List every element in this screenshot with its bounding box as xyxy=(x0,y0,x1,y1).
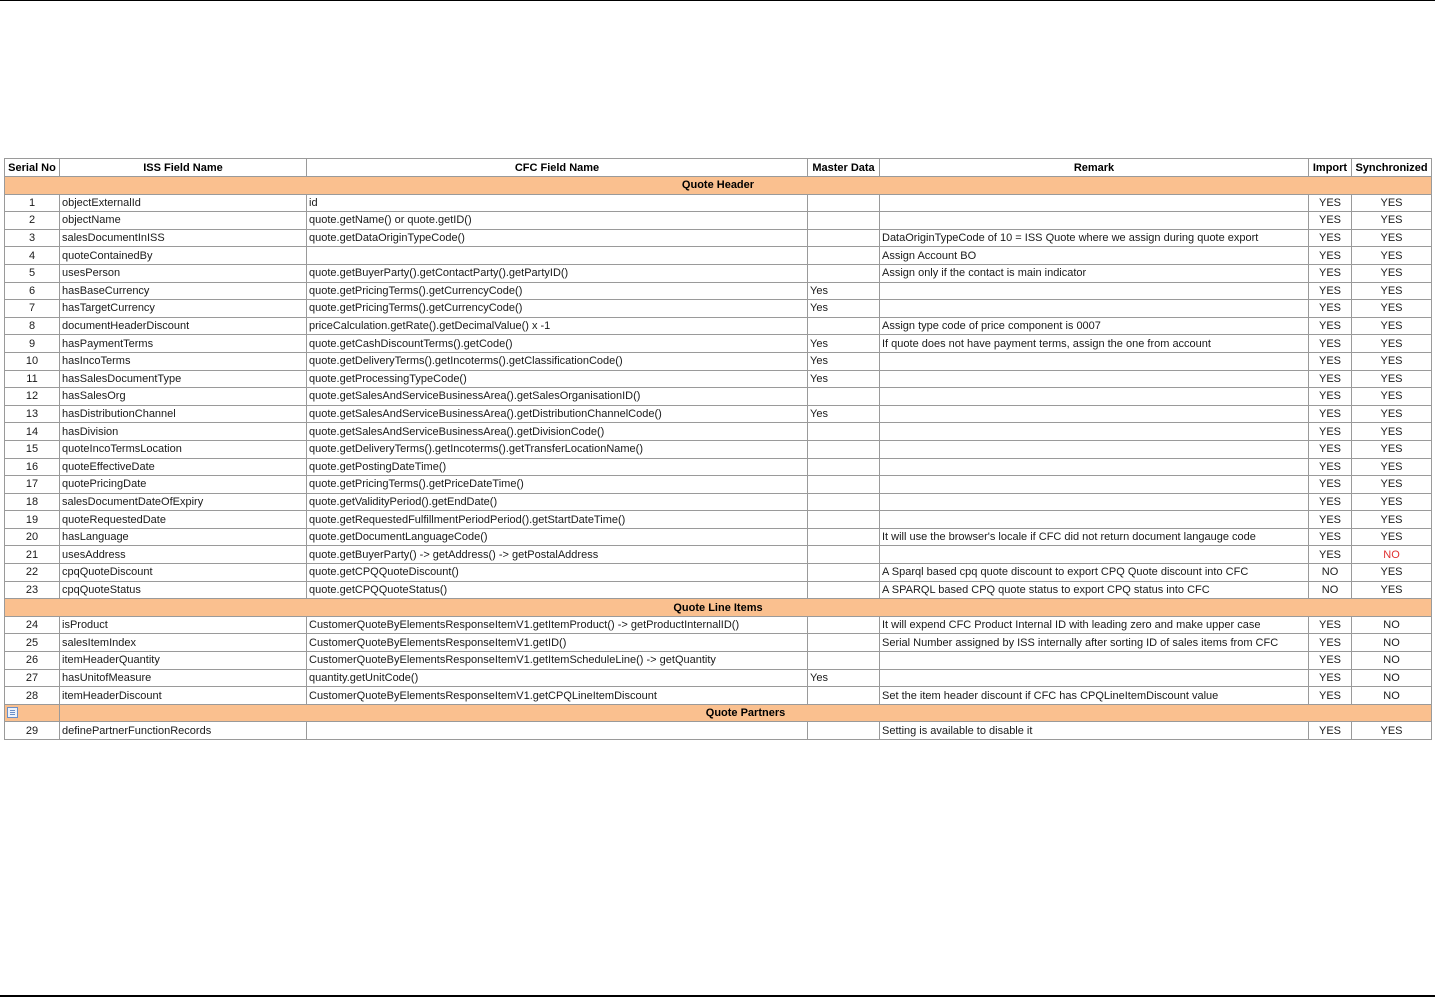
serial-cell[interactable]: 3 xyxy=(5,229,60,247)
synchronized-cell[interactable]: YES xyxy=(1352,352,1432,370)
synchronized-cell[interactable]: YES xyxy=(1352,581,1432,599)
serial-cell[interactable]: 19 xyxy=(5,511,60,529)
serial-cell[interactable]: 27 xyxy=(5,669,60,687)
table-row xyxy=(5,564,1432,582)
synchronized-cell[interactable]: YES xyxy=(1352,282,1432,300)
remark-cell[interactable] xyxy=(880,511,1309,529)
remark-cell[interactable]: Assign type code of price component is 0007 xyxy=(880,317,1309,335)
import-cell[interactable]: YES xyxy=(1309,317,1352,335)
serial-cell[interactable]: 7 xyxy=(5,300,60,318)
import-cell[interactable]: YES xyxy=(1309,247,1352,265)
serial-cell[interactable]: 25 xyxy=(5,634,60,652)
remark-cell[interactable]: A Sparql based cpq quote discount to export CPQ Quote discount into CFC xyxy=(880,564,1309,582)
remark-cell[interactable] xyxy=(880,300,1309,318)
master-data-cell[interactable]: Yes xyxy=(808,300,880,318)
cfc-field-cell[interactable]: CustomerQuoteByElementsResponseItemV1.getID() xyxy=(307,634,808,652)
serial-cell[interactable]: 20 xyxy=(5,528,60,546)
master-data-cell[interactable] xyxy=(808,634,880,652)
cfc-field-cell[interactable]: quote.getPricingTerms().getCurrencyCode() xyxy=(307,300,808,318)
serial-cell[interactable]: 29 xyxy=(5,722,60,740)
remark-cell[interactable]: Serial Number assigned by ISS internally after sorting ID of sales items from CFC xyxy=(880,634,1309,652)
iss-field-cell[interactable]: isProduct xyxy=(60,616,307,634)
import-cell[interactable]: YES xyxy=(1309,652,1352,670)
import-cell[interactable]: YES xyxy=(1309,687,1352,705)
iss-field-cell[interactable]: usesPerson xyxy=(60,264,307,282)
table-row xyxy=(5,264,1432,282)
section-title: Quote Partners xyxy=(60,704,1432,722)
iss-field-cell[interactable]: hasLanguage xyxy=(60,528,307,546)
cfc-field-cell[interactable]: quote.getBuyerParty() -> getAddress() -> getPostalAddress xyxy=(307,546,808,564)
synchronized-cell[interactable]: YES xyxy=(1352,493,1432,511)
serial-cell[interactable]: 21 xyxy=(5,546,60,564)
remark-cell[interactable]: Setting is available to disable it xyxy=(880,722,1309,740)
header-import: Import xyxy=(1309,159,1352,177)
remark-cell[interactable] xyxy=(880,546,1309,564)
serial-cell[interactable]: 4 xyxy=(5,247,60,265)
remark-cell[interactable] xyxy=(880,493,1309,511)
synchronized-cell[interactable]: YES xyxy=(1352,458,1432,476)
master-data-cell[interactable] xyxy=(808,388,880,406)
synchronized-cell[interactable]: YES xyxy=(1352,317,1432,335)
iss-field-cell[interactable]: quotePricingDate xyxy=(60,476,307,494)
synchronized-cell[interactable]: YES xyxy=(1352,528,1432,546)
iss-field-cell[interactable]: itemHeaderQuantity xyxy=(60,652,307,670)
iss-field-cell[interactable]: objectExternalId xyxy=(60,194,307,212)
master-data-cell[interactable] xyxy=(808,687,880,705)
serial-cell[interactable]: 24 xyxy=(5,616,60,634)
import-cell[interactable]: YES xyxy=(1309,194,1352,212)
cfc-field-cell[interactable]: quote.getDeliveryTerms().getIncoterms().getClassificationCode() xyxy=(307,352,808,370)
header-cfc-field[interactable]: CFC Field Name xyxy=(307,159,808,177)
table-row xyxy=(5,634,1432,652)
remark-cell[interactable]: Assign Account BO xyxy=(880,247,1309,265)
cfc-field-cell[interactable]: quote.getRequestedFulfillmentPeriodPeriod().getStartDateTime() xyxy=(307,511,808,529)
serial-cell[interactable]: 16 xyxy=(5,458,60,476)
table-row xyxy=(5,247,1432,265)
iss-field-cell[interactable]: documentHeaderDiscount xyxy=(60,317,307,335)
cfc-field-cell[interactable]: quote.getName() or quote.getID() xyxy=(307,212,808,230)
remark-cell[interactable] xyxy=(880,458,1309,476)
master-data-cell[interactable]: Yes xyxy=(808,335,880,353)
cfc-field-cell[interactable]: CustomerQuoteByElementsResponseItemV1.getItemProduct() -> getProductInternalID() xyxy=(307,616,808,634)
serial-cell[interactable]: 6 xyxy=(5,282,60,300)
synchronized-cell[interactable]: YES xyxy=(1352,212,1432,230)
synchronized-cell[interactable]: NO xyxy=(1352,616,1432,634)
import-cell[interactable]: NO xyxy=(1309,581,1352,599)
remark-cell[interactable] xyxy=(880,440,1309,458)
iss-field-cell[interactable]: hasDistributionChannel xyxy=(60,405,307,423)
cfc-field-cell[interactable] xyxy=(307,722,808,740)
cfc-field-cell[interactable]: priceCalculation.getRate().getDecimalValue() x -1 xyxy=(307,317,808,335)
table-row xyxy=(5,405,1432,423)
iss-field-cell[interactable]: hasIncoTerms xyxy=(60,352,307,370)
serial-cell[interactable]: 22 xyxy=(5,564,60,582)
synchronized-cell[interactable]: YES xyxy=(1352,405,1432,423)
iss-field-cell[interactable]: salesDocumentInISS xyxy=(60,229,307,247)
iss-field-cell[interactable]: quoteRequestedDate xyxy=(60,511,307,529)
master-data-cell[interactable] xyxy=(808,194,880,212)
master-data-cell[interactable] xyxy=(808,212,880,230)
import-cell[interactable]: YES xyxy=(1309,264,1352,282)
synchronized-cell[interactable]: NO xyxy=(1352,687,1432,705)
serial-cell[interactable]: 28 xyxy=(5,687,60,705)
table-row xyxy=(5,212,1432,230)
remark-cell[interactable] xyxy=(880,212,1309,230)
synchronized-cell[interactable]: YES xyxy=(1352,511,1432,529)
synchronized-cell[interactable]: NO xyxy=(1352,634,1432,652)
cfc-field-cell[interactable]: quote.getCPQQuoteStatus() xyxy=(307,581,808,599)
cfc-field-cell[interactable]: quantity.getUnitCode() xyxy=(307,669,808,687)
cfc-field-cell[interactable]: quote.getPostingDateTime() xyxy=(307,458,808,476)
iss-field-cell[interactable]: hasUnitofMeasure xyxy=(60,669,307,687)
master-data-cell[interactable] xyxy=(808,581,880,599)
synchronized-cell[interactable]: YES xyxy=(1352,722,1432,740)
remark-cell[interactable]: If quote does not have payment terms, assign the one from account xyxy=(880,335,1309,353)
remark-cell[interactable] xyxy=(880,388,1309,406)
remark-cell[interactable] xyxy=(880,405,1309,423)
master-data-cell[interactable] xyxy=(808,264,880,282)
cfc-field-cell[interactable]: quote.getSalesAndServiceBusinessArea().getDivisionCode() xyxy=(307,423,808,441)
master-data-cell[interactable]: Yes xyxy=(808,352,880,370)
field-mapping-table xyxy=(4,158,1432,740)
table-row xyxy=(5,652,1432,670)
section-icon-cell xyxy=(5,704,60,722)
table-row xyxy=(5,511,1432,529)
top-border xyxy=(0,0,1435,1)
import-cell[interactable]: YES xyxy=(1309,546,1352,564)
iss-field-cell[interactable]: salesItemIndex xyxy=(60,634,307,652)
synchronized-cell[interactable]: YES xyxy=(1352,300,1432,318)
iss-field-cell[interactable]: cpqQuoteStatus xyxy=(60,581,307,599)
header-serial: Serial No xyxy=(5,159,60,177)
serial-cell[interactable]: 8 xyxy=(5,317,60,335)
master-data-cell[interactable] xyxy=(808,317,880,335)
iss-field-cell[interactable]: definePartnerFunctionRecords xyxy=(60,722,307,740)
cfc-field-cell[interactable]: CustomerQuoteByElementsResponseItemV1.getCPQLineItemDiscount xyxy=(307,687,808,705)
header-iss-field: ISS Field Name xyxy=(60,159,307,177)
cfc-field-cell[interactable]: quote.getDataOriginTypeCode() xyxy=(307,229,808,247)
synchronized-cell[interactable]: YES xyxy=(1352,229,1432,247)
iss-field-cell[interactable]: hasSalesDocumentType xyxy=(60,370,307,388)
cfc-field-cell[interactable]: quote.getDocumentLanguageCode() xyxy=(307,528,808,546)
synchronized-cell[interactable]: NO xyxy=(1352,546,1432,564)
section-title: Quote Header xyxy=(5,177,1432,195)
synchronized-cell[interactable]: YES xyxy=(1352,440,1432,458)
cfc-field-cell[interactable] xyxy=(307,247,808,265)
section-quote-line-items xyxy=(5,599,1432,617)
import-cell[interactable]: YES xyxy=(1309,493,1352,511)
table-row xyxy=(5,300,1432,318)
remark-cell[interactable]: A SPARQL based CPQ quote status to export CPQ status into CFC xyxy=(880,581,1309,599)
cfc-field-cell[interactable]: quote.getProcessingTypeCode() xyxy=(307,370,808,388)
table-row xyxy=(5,194,1432,212)
serial-cell[interactable]: 14 xyxy=(5,423,60,441)
iss-field-cell[interactable]: itemHeaderDiscount xyxy=(60,687,307,705)
import-cell[interactable]: YES xyxy=(1309,476,1352,494)
cfc-field-cell[interactable]: quote.getCashDiscountTerms().getCode() xyxy=(307,335,808,353)
cfc-field-cell[interactable]: quote.getPricingTerms().getCurrencyCode() xyxy=(307,282,808,300)
remark-cell[interactable]: Assign only if the contact is main indicator xyxy=(880,264,1309,282)
import-cell[interactable]: YES xyxy=(1309,300,1352,318)
cfc-field-cell[interactable]: CustomerQuoteByElementsResponseItemV1.getItemScheduleLine() -> getQuantity xyxy=(307,652,808,670)
iss-field-cell[interactable]: quoteEffectiveDate xyxy=(60,458,307,476)
remark-cell[interactable] xyxy=(880,370,1309,388)
serial-cell[interactable]: 18 xyxy=(5,493,60,511)
import-cell[interactable]: YES xyxy=(1309,440,1352,458)
section-quote-partners xyxy=(5,704,1432,722)
serial-cell[interactable]: 13 xyxy=(5,405,60,423)
import-cell[interactable]: YES xyxy=(1309,511,1352,529)
table-row xyxy=(5,370,1432,388)
cfc-field-cell[interactable]: quote.getValidityPeriod().getEndDate() xyxy=(307,493,808,511)
cfc-field-cell[interactable]: id xyxy=(307,194,808,212)
import-cell[interactable]: YES xyxy=(1309,423,1352,441)
import-cell[interactable]: YES xyxy=(1309,722,1352,740)
import-cell[interactable]: YES xyxy=(1309,388,1352,406)
import-cell[interactable]: YES xyxy=(1309,405,1352,423)
table-row xyxy=(5,352,1432,370)
master-data-cell[interactable] xyxy=(808,458,880,476)
table-row xyxy=(5,687,1432,705)
import-cell[interactable]: YES xyxy=(1309,229,1352,247)
iss-field-cell[interactable]: hasBaseCurrency xyxy=(60,282,307,300)
master-data-cell[interactable] xyxy=(808,616,880,634)
serial-cell[interactable]: 23 xyxy=(5,581,60,599)
serial-cell[interactable]: 17 xyxy=(5,476,60,494)
iss-field-cell[interactable]: objectName xyxy=(60,212,307,230)
table-row xyxy=(5,722,1432,740)
table-row xyxy=(5,616,1432,634)
header-synchronized: Synchronized xyxy=(1352,159,1432,177)
remark-cell[interactable]: DataOriginTypeCode of 10 = ISS Quote where we assign during quote export xyxy=(880,229,1309,247)
master-data-cell[interactable] xyxy=(808,493,880,511)
iss-field-cell[interactable]: salesDocumentDateOfExpiry xyxy=(60,493,307,511)
serial-cell[interactable]: 9 xyxy=(5,335,60,353)
table-row xyxy=(5,493,1432,511)
remark-cell[interactable]: Set the item header discount if CFC has CPQLineItemDiscount value xyxy=(880,687,1309,705)
serial-cell[interactable]: 15 xyxy=(5,440,60,458)
remark-cell[interactable] xyxy=(880,352,1309,370)
remark-cell[interactable] xyxy=(880,282,1309,300)
header-remark: Remark xyxy=(880,159,1309,177)
serial-cell[interactable]: 11 xyxy=(5,370,60,388)
import-cell[interactable]: YES xyxy=(1309,616,1352,634)
master-data-cell[interactable]: Yes xyxy=(808,282,880,300)
synchronized-cell[interactable]: YES xyxy=(1352,247,1432,265)
table-row xyxy=(5,669,1432,687)
table-row xyxy=(5,388,1432,406)
import-cell[interactable]: YES xyxy=(1309,528,1352,546)
serial-cell[interactable]: 1 xyxy=(5,194,60,212)
serial-cell[interactable]: 2 xyxy=(5,212,60,230)
remark-cell[interactable] xyxy=(880,194,1309,212)
serial-cell[interactable]: 26 xyxy=(5,652,60,670)
section-title: Quote Line Items xyxy=(5,599,1432,617)
master-data-cell[interactable] xyxy=(808,476,880,494)
synchronized-cell[interactable]: NO xyxy=(1352,669,1432,687)
autofill-options-icon[interactable] xyxy=(7,707,18,718)
import-cell[interactable]: YES xyxy=(1309,634,1352,652)
table-row xyxy=(5,317,1432,335)
import-cell[interactable]: YES xyxy=(1309,458,1352,476)
cfc-field-cell[interactable]: quote.getSalesAndServiceBusinessArea().getSalesOrganisationID() xyxy=(307,388,808,406)
header-master-data: Master Data xyxy=(808,159,880,177)
master-data-cell[interactable] xyxy=(808,546,880,564)
table-row xyxy=(5,423,1432,441)
cfc-field-cell[interactable]: quote.getSalesAndServiceBusinessArea().getDistributionChannelCode() xyxy=(307,405,808,423)
master-data-cell[interactable] xyxy=(808,564,880,582)
master-data-cell[interactable]: Yes xyxy=(808,669,880,687)
table-row xyxy=(5,282,1432,300)
cfc-field-cell[interactable]: quote.getBuyerParty().getContactParty().getPartyID() xyxy=(307,264,808,282)
import-cell[interactable]: YES xyxy=(1309,370,1352,388)
synchronized-cell[interactable]: YES xyxy=(1352,335,1432,353)
remark-cell[interactable]: It will expend CFC Product Internal ID with leading zero and make upper case xyxy=(880,616,1309,634)
remark-cell[interactable] xyxy=(880,652,1309,670)
import-cell[interactable]: YES xyxy=(1309,335,1352,353)
master-data-cell[interactable]: Yes xyxy=(808,405,880,423)
master-data-cell[interactable] xyxy=(808,440,880,458)
synchronized-cell[interactable]: YES xyxy=(1352,388,1432,406)
cfc-field-cell[interactable]: quote.getDeliveryTerms().getIncoterms().getTransferLocationName() xyxy=(307,440,808,458)
import-cell[interactable]: YES xyxy=(1309,669,1352,687)
iss-field-cell[interactable]: quoteIncoTermsLocation xyxy=(60,440,307,458)
master-data-cell[interactable] xyxy=(808,229,880,247)
master-data-cell[interactable] xyxy=(808,423,880,441)
synchronized-cell[interactable]: YES xyxy=(1352,423,1432,441)
iss-field-cell[interactable]: hasPaymentTerms xyxy=(60,335,307,353)
section-quote-header xyxy=(5,177,1432,195)
table-row xyxy=(5,440,1432,458)
import-cell[interactable]: YES xyxy=(1309,212,1352,230)
iss-field-cell[interactable]: hasTargetCurrency xyxy=(60,300,307,318)
table-row xyxy=(5,581,1432,599)
master-data-cell[interactable] xyxy=(808,247,880,265)
iss-field-cell[interactable]: usesAddress xyxy=(60,546,307,564)
table-row xyxy=(5,458,1432,476)
table-row xyxy=(5,528,1432,546)
master-data-cell[interactable] xyxy=(808,511,880,529)
master-data-cell[interactable]: Yes xyxy=(808,370,880,388)
remark-cell[interactable]: It will use the browser's locale if CFC did not return document langauge code xyxy=(880,528,1309,546)
master-data-cell[interactable] xyxy=(808,528,880,546)
header-row xyxy=(5,159,1432,177)
serial-cell[interactable]: 10 xyxy=(5,352,60,370)
synchronized-cell[interactable]: NO xyxy=(1352,652,1432,670)
synchronized-cell[interactable]: YES xyxy=(1352,194,1432,212)
iss-field-cell[interactable]: hasSalesOrg xyxy=(60,388,307,406)
master-data-cell[interactable] xyxy=(808,652,880,670)
import-cell[interactable]: YES xyxy=(1309,352,1352,370)
table-row xyxy=(5,546,1432,564)
remark-cell[interactable] xyxy=(880,476,1309,494)
remark-cell[interactable] xyxy=(880,423,1309,441)
remark-cell[interactable] xyxy=(880,669,1309,687)
synchronized-cell[interactable]: YES xyxy=(1352,564,1432,582)
iss-field-cell[interactable]: quoteContainedBy xyxy=(60,247,307,265)
master-data-cell[interactable] xyxy=(808,722,880,740)
table-row xyxy=(5,476,1432,494)
import-cell[interactable]: NO xyxy=(1309,564,1352,582)
cfc-field-cell[interactable]: quote.getCPQQuoteDiscount() xyxy=(307,564,808,582)
table-row xyxy=(5,229,1432,247)
import-cell[interactable]: YES xyxy=(1309,282,1352,300)
serial-cell[interactable]: 12 xyxy=(5,388,60,406)
synchronized-cell[interactable]: YES xyxy=(1352,476,1432,494)
cfc-field-cell[interactable]: quote.getPricingTerms().getPriceDateTime() xyxy=(307,476,808,494)
synchronized-cell[interactable]: YES xyxy=(1352,370,1432,388)
iss-field-cell[interactable]: cpqQuoteDiscount xyxy=(60,564,307,582)
iss-field-cell[interactable]: hasDivision xyxy=(60,423,307,441)
table-row xyxy=(5,335,1432,353)
serial-cell[interactable]: 5 xyxy=(5,264,60,282)
synchronized-cell[interactable]: YES xyxy=(1352,264,1432,282)
